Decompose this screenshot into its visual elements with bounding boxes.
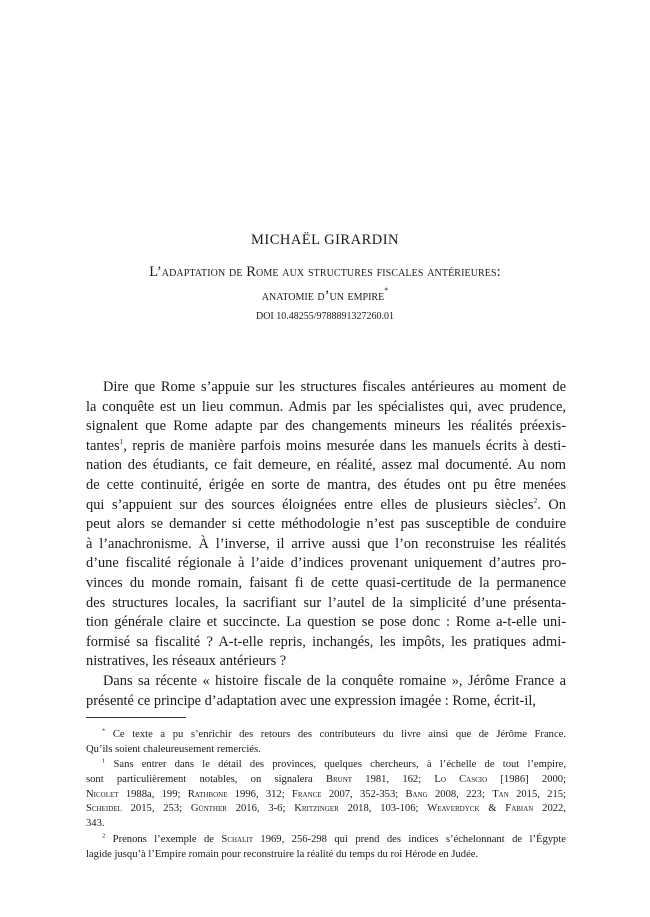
body-line xyxy=(86,496,566,516)
footnote-separator xyxy=(86,717,186,718)
body-line: tion générale claire et succincte. La question se pose donc : Rome a-t-elle uni- xyxy=(86,614,566,631)
footnote-line: 343. xyxy=(86,818,105,830)
citation-author: Nicolet xyxy=(86,788,119,800)
citation-author: Rathbone xyxy=(187,788,228,800)
footnote-text: Prenons l’exemple de xyxy=(112,833,222,845)
footnote-text: sont particulièrement notables, on signalera xyxy=(86,774,326,786)
citation-author: Lo Cascio xyxy=(434,774,488,786)
body-text-fragment: , repris de manière parfois moins mesurée dans les manuels écrits à desti- xyxy=(123,437,566,454)
body-line: Dire que Rome s’appuie sur les structures fiscales antérieures au moment de xyxy=(103,379,566,395)
footnote-text: 1996, 312; xyxy=(227,788,292,800)
citation-author: Günther xyxy=(190,803,227,815)
citation-author: Schalit xyxy=(221,833,253,845)
body-line: Dans sa récente « histoire fiscale de la conquête romaine », Jérôme France a xyxy=(103,672,566,689)
author-name: MICHAËL GIRARDIN xyxy=(250,232,400,248)
footnote-text: 2016, 3-6; xyxy=(226,803,295,815)
citation-author: Kritzinger xyxy=(294,803,339,815)
footnote-text: 2008, 223; xyxy=(427,788,493,800)
footnote-text: 2015, 253; xyxy=(121,803,191,815)
body-line: nation des étudiants, ce fait demeure, en réalité, assez mal documenté. Au nom xyxy=(86,457,566,474)
footnote-line xyxy=(86,773,566,788)
footnote-text: Ce texte a pu s’enrichir des retours des contributeurs du livre ainsi que de Jérôme France. xyxy=(112,729,566,740)
title-footnote-mark[interactable]: * xyxy=(384,286,389,295)
footnote-text: [1986] 2000; xyxy=(487,774,566,786)
body-line: peut alors se demander si cette méthodologie n’est pas susceptible de conduire xyxy=(86,516,566,533)
footnote-text: 1981, 162; xyxy=(352,774,435,786)
footnotes xyxy=(86,728,566,863)
footnote-1 xyxy=(86,758,566,831)
footnote-line: Qu’ils soient chaleureusement remerciés. xyxy=(86,743,261,755)
body-line: de cette continuité, érigée en sorte de mantra, des études ont pu être menées xyxy=(86,476,566,493)
body-line: présenté ce principe d’adaptation avec une expression imagée : Rome, écrit-il, xyxy=(86,692,536,709)
footnote-text: 2022, xyxy=(533,803,566,815)
body-line: d’une fiscalité régionale à l’aide d’indices provenant uniquement d’autres pro- xyxy=(86,555,566,572)
body-text xyxy=(86,378,566,711)
footnote-text: Sans entrer dans le détail des provinces, quelques chercheurs, à l’échelle de tout l’empire, xyxy=(113,759,566,771)
footnote-star xyxy=(86,728,566,757)
footnote-text: 1988a, 199; xyxy=(118,788,188,800)
body-line: formisé sa fiscalité ? A-t-elle repris, inchangés, les impôts, les pratiques admi- xyxy=(86,633,566,650)
footnote-line: lagide jusqu’à l’Empire romain pour reconstruire la réalité du temps du roi Hérode en Judée. xyxy=(86,848,479,860)
article-title-line-2-text: anatomie d’un empire xyxy=(261,288,385,304)
body-line: des structures locales, la sacrifiant sur l’autel de la simplicité d’une présenta- xyxy=(86,594,566,611)
footnote-line xyxy=(86,802,566,817)
footnote-text: 2015, 215; xyxy=(508,788,567,800)
citation-author: Bang xyxy=(405,788,428,800)
footnote-reference[interactable]: 1 xyxy=(119,436,124,446)
body-line: à l’anachronisme. À l’inverse, il arrive aussi que l’on reconstruise les réalités xyxy=(86,535,566,552)
body-text-fragment: tantes xyxy=(86,437,120,454)
article-title-line-1: L’adaptation de Rome aux structures fiscales antérieures: xyxy=(149,264,501,280)
footnote-line xyxy=(86,728,566,743)
citation-author: Weaverdyck & Fabian xyxy=(427,803,534,815)
footnote-text: 1969, 256-298 qui prend des indices s’échelonnant de l’Égypte xyxy=(252,833,566,845)
body-line: nistratives, les réseaux antérieurs ? xyxy=(86,653,287,670)
footnote-mark: 1 xyxy=(102,757,106,765)
citation-author: Tan xyxy=(492,788,509,800)
citation-author: Brunt xyxy=(325,774,353,786)
footnote-line xyxy=(86,833,566,848)
footnote-reference[interactable]: 2 xyxy=(533,495,538,505)
body-text-fragment: . On xyxy=(537,496,566,513)
footnote-2 xyxy=(86,833,566,862)
footnote-mark: 2 xyxy=(102,832,106,840)
doi: DOI 10.48255/9788891327260.01 xyxy=(255,311,395,322)
footnote-text: 2007, 352-353; xyxy=(321,788,406,800)
body-line: signalent que Rome adapte par des changements mineurs les réalités préexis- xyxy=(86,418,566,435)
footnote-text: 2018, 103-106; xyxy=(338,803,428,815)
body-line xyxy=(86,437,566,457)
footnote-mark: * xyxy=(102,727,106,735)
footnote-line xyxy=(86,758,566,773)
body-line: la conquête est un lieu commun. Admis par les spécialistes qui, avec prudence, xyxy=(86,398,566,415)
citation-author: Scheidel xyxy=(86,803,122,815)
article-title-line-2 xyxy=(0,288,650,305)
citation-author: France xyxy=(291,788,322,800)
body-text-fragment: qui s’appuient sur des sources éloignées entre elles de plusieurs siècles xyxy=(86,496,534,513)
body-line: vinces du monde romain, faisant fi de cette quasi-certitude de la permanence xyxy=(86,574,566,591)
footnote-line xyxy=(86,788,566,803)
